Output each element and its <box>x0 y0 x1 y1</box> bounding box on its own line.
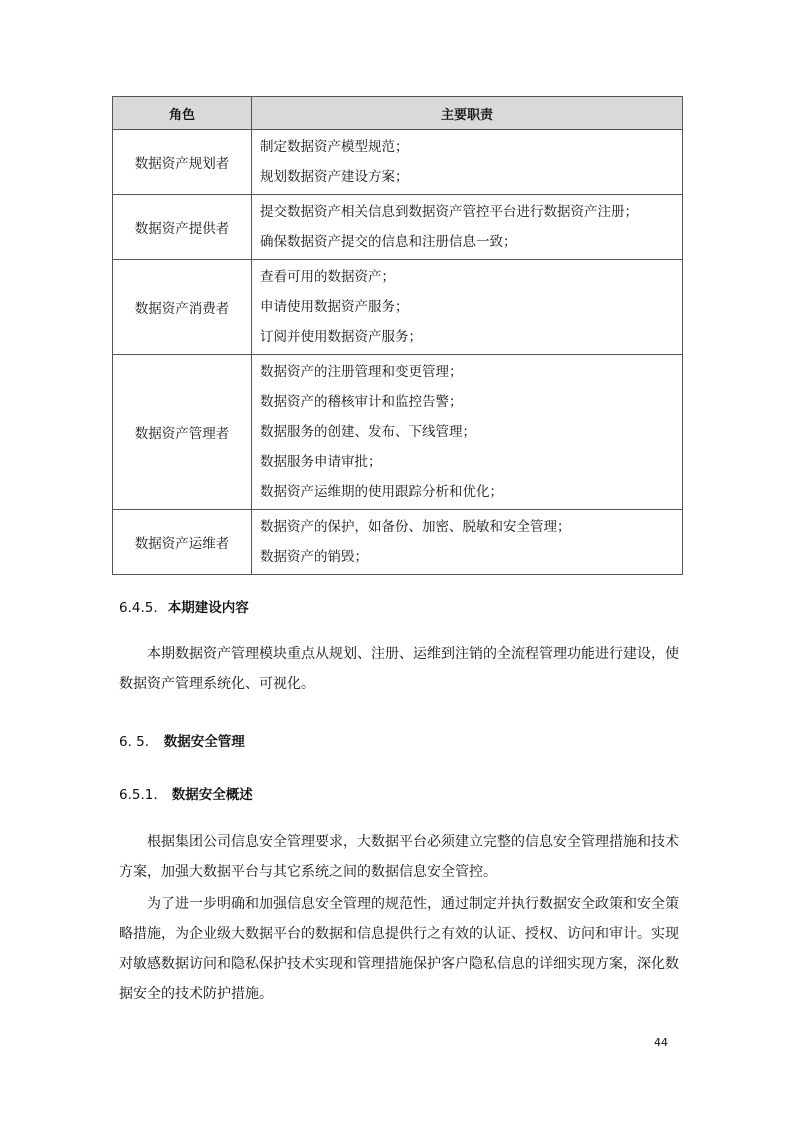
section-title: 数据安全概述 <box>171 787 253 803</box>
section-number: 6.5.1. <box>119 787 158 803</box>
role-cell: 数据资产管理者 <box>113 355 252 510</box>
roles-table <box>112 96 683 575</box>
duties-cell <box>252 195 683 260</box>
role-cell: 数据资产运维者 <box>113 510 252 575</box>
paragraph: 本期数据资产管理模块重点从规划、注册、运维到注销的全流程管理功能进行建设，使数据资产管理系统化、可视化。 <box>119 646 679 692</box>
table-row <box>113 355 683 510</box>
duty-line: 数据资产的保护，如备份、加密、脱敏和安全管理； <box>260 519 571 535</box>
table-row <box>113 130 683 195</box>
section-heading-6-5 <box>119 730 245 750</box>
header-role: 角色 <box>113 97 252 130</box>
duty-line: 确保数据资产提交的信息和注册信息一致； <box>260 234 517 250</box>
table-row <box>113 510 683 575</box>
duties-cell <box>252 260 683 355</box>
paragraph: 为了进一步明确和加强信息安全管理的规范性，通过制定并执行数据安全政策和安全策略措施，为企业级大数据平台的数据和信息提供行之有效的认证、授权、访问和审计。实现对敏感数据访问和隐私保护技术实现和管理措施保护客户隐私信息的详细实现方案，深化数据安全的技术防护措施。 <box>119 896 679 1002</box>
duty-line: 数据资产的销毁； <box>260 549 368 565</box>
duties-cell <box>252 130 683 195</box>
duty-line: 订阅并使用数据资产服务； <box>260 329 422 345</box>
role-cell: 数据资产提供者 <box>113 195 252 260</box>
duty-line: 数据资产的稽核审计和监控告警； <box>260 394 463 410</box>
section-number: 6.4.5. <box>119 600 158 616</box>
section-heading-6-4-5 <box>119 596 249 616</box>
table-row <box>113 260 683 355</box>
duties-cell <box>252 355 683 510</box>
duty-line: 提交数据资产相关信息到数据资产管控平台进行数据资产注册； <box>260 204 638 220</box>
table-header-row <box>113 97 683 130</box>
section-title: 数据安全管理 <box>163 734 245 750</box>
duty-line: 查看可用的数据资产； <box>260 269 395 285</box>
paragraph: 根据集团公司信息安全管理要求，大数据平台必须建立完整的信息安全管理措施和技术方案，加强大数据平台与其它系统之间的数据信息安全管控。 <box>119 834 679 880</box>
duties-cell <box>252 510 683 575</box>
role-cell: 数据资产消费者 <box>113 260 252 355</box>
duty-line: 制定数据资产模型规范； <box>260 139 409 155</box>
page-number: 44 <box>654 1036 668 1049</box>
duty-line: 数据服务的创建、发布、下线管理； <box>260 424 476 440</box>
section-number: 6. 5. <box>119 734 150 750</box>
header-duties: 主要职责 <box>252 97 683 130</box>
table-row <box>113 195 683 260</box>
duty-line: 数据资产运维期的使用跟踪分析和优化； <box>260 484 503 500</box>
duty-line: 数据资产的注册管理和变更管理； <box>260 364 463 380</box>
duty-line: 数据服务申请审批； <box>260 454 382 470</box>
duty-line: 规划数据资产建设方案； <box>260 169 409 185</box>
role-cell: 数据资产规划者 <box>113 130 252 195</box>
section-title: 本期建设内容 <box>167 600 249 616</box>
duty-line: 申请使用数据资产服务； <box>260 299 409 315</box>
section-heading-6-5-1 <box>119 783 253 803</box>
